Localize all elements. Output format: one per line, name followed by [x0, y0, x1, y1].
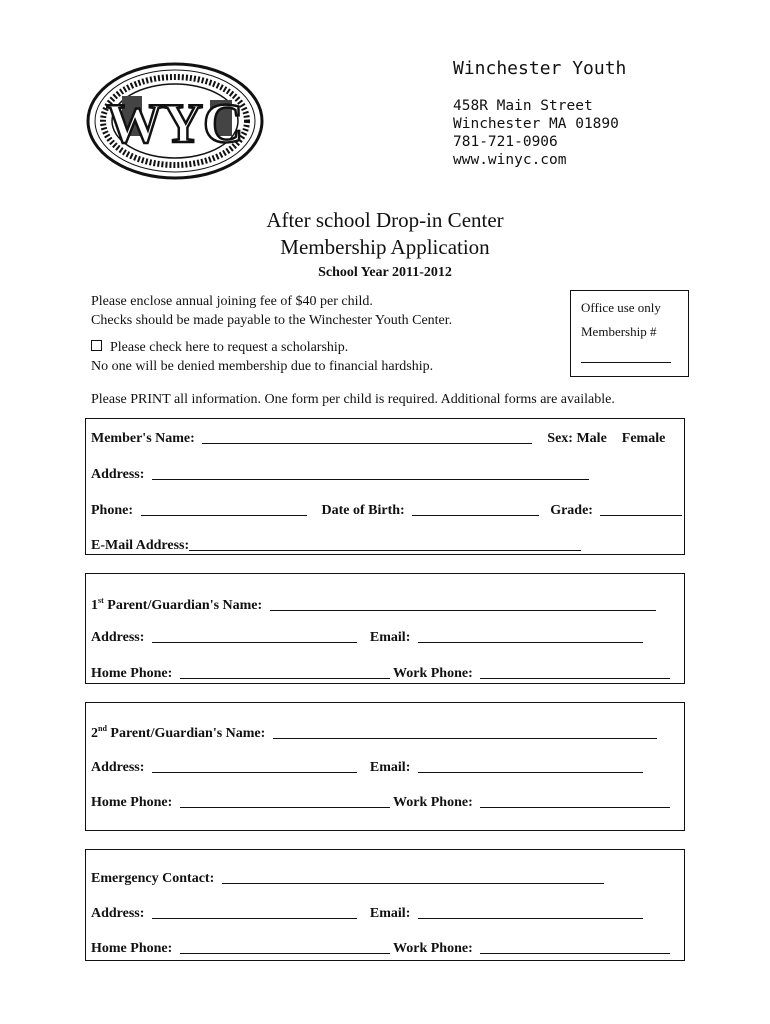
parent1-email-label: Email: [369, 630, 411, 645]
office-use-label: Office use only [581, 300, 661, 315]
parent1-home-phone-label: Home Phone: [91, 666, 173, 681]
parent1-address-label: Address: [91, 630, 145, 645]
org-address-1: 458R Main Street [453, 98, 593, 114]
dob-label: Date of Birth: [321, 503, 405, 518]
parent2-email-label: Email: [369, 760, 411, 775]
member-name-field[interactable] [202, 443, 532, 444]
emergency-section [85, 849, 685, 961]
parent2-name-label: Parent/Guardian's Name: [110, 726, 266, 741]
scholarship-checkbox[interactable] [91, 340, 102, 351]
emergency-address-label: Address: [91, 906, 145, 921]
fee-note: Please enclose annual joining fee of $40 per child. [91, 294, 373, 309]
sex-male-label[interactable]: Sex: Male [547, 431, 607, 446]
emergency-work-phone-field[interactable] [480, 953, 670, 954]
member-name-label: Member's Name: [91, 431, 195, 446]
parent2-address-label: Address: [91, 760, 145, 775]
member-section [85, 418, 685, 555]
parent2-ordinal-suffix: nd [98, 724, 107, 733]
office-use-box [570, 290, 689, 377]
parent1-ordinal-suffix: st [98, 596, 104, 605]
grade-label: Grade: [550, 503, 593, 518]
parent2-name-field[interactable] [273, 738, 657, 739]
parent1-email-field[interactable] [418, 642, 643, 643]
member-address-field[interactable] [152, 479, 589, 480]
title-line-1: After school Drop-in Center [266, 208, 504, 232]
member-email-label: E-Mail Address: [91, 538, 190, 553]
logo-text: WYC [106, 93, 244, 155]
org-website: www.winyc.com [453, 152, 567, 168]
org-address-2: Winchester MA 01890 [453, 116, 619, 132]
parent1-name-label: Parent/Guardian's Name: [107, 598, 263, 613]
parent2-section [85, 702, 685, 831]
parent1-section [85, 573, 685, 684]
membership-number-field [581, 362, 671, 363]
parent2-work-phone-label: Work Phone: [393, 795, 473, 810]
intro-text [91, 292, 452, 376]
parent2-home-phone-field[interactable] [180, 807, 390, 808]
sex-female-label[interactable]: Female [621, 431, 666, 446]
emergency-work-phone-label: Work Phone: [393, 941, 473, 956]
membership-number-label: Membership # [581, 324, 657, 339]
emergency-address-field[interactable] [152, 918, 357, 919]
parent2-email-field[interactable] [418, 772, 643, 773]
school-year: School Year 2011-2012 [318, 265, 452, 280]
emergency-contact-label: Emergency Contact: [91, 871, 215, 886]
parent2-work-phone-field[interactable] [480, 807, 670, 808]
parent1-address-field[interactable] [152, 642, 357, 643]
emergency-home-phone-label: Home Phone: [91, 941, 173, 956]
parent1-work-phone-label: Work Phone: [393, 666, 473, 681]
parent2-home-phone-label: Home Phone: [91, 795, 173, 810]
grade-field[interactable] [600, 515, 682, 516]
org-phone: 781-721-0906 [453, 134, 558, 150]
wyc-logo [86, 62, 264, 180]
hardship-note: No one will be denied membership due to financial hardship. [91, 359, 434, 374]
parent1-home-phone-field[interactable] [180, 678, 390, 679]
org-name: Winchester Youth [453, 58, 627, 79]
organization-info [453, 58, 626, 169]
emergency-contact-field[interactable] [222, 883, 604, 884]
scholarship-label: Please check here to request a scholarship. [110, 340, 349, 355]
parent1-work-phone-field[interactable] [480, 678, 670, 679]
parent1-name-field[interactable] [270, 610, 656, 611]
parent1-ordinal: 1 [91, 598, 98, 613]
dob-field[interactable] [412, 515, 539, 516]
member-phone-field[interactable] [141, 515, 307, 516]
member-address-label: Address: [91, 467, 145, 482]
checks-note: Checks should be made payable to the Winchester Youth Center. [91, 313, 453, 328]
form-title [0, 207, 770, 283]
member-phone-label: Phone: [91, 503, 133, 518]
emergency-email-label: Email: [369, 906, 411, 921]
parent2-ordinal: 2 [91, 726, 98, 741]
member-email-field[interactable] [189, 550, 581, 551]
print-note: Please PRINT all information. One form per child is required. Additional forms are available. [91, 392, 615, 407]
title-line-2: Membership Application [280, 235, 490, 259]
emergency-home-phone-field[interactable] [180, 953, 390, 954]
scholarship-row [91, 338, 452, 357]
emergency-email-field[interactable] [418, 918, 643, 919]
parent2-address-field[interactable] [152, 772, 357, 773]
